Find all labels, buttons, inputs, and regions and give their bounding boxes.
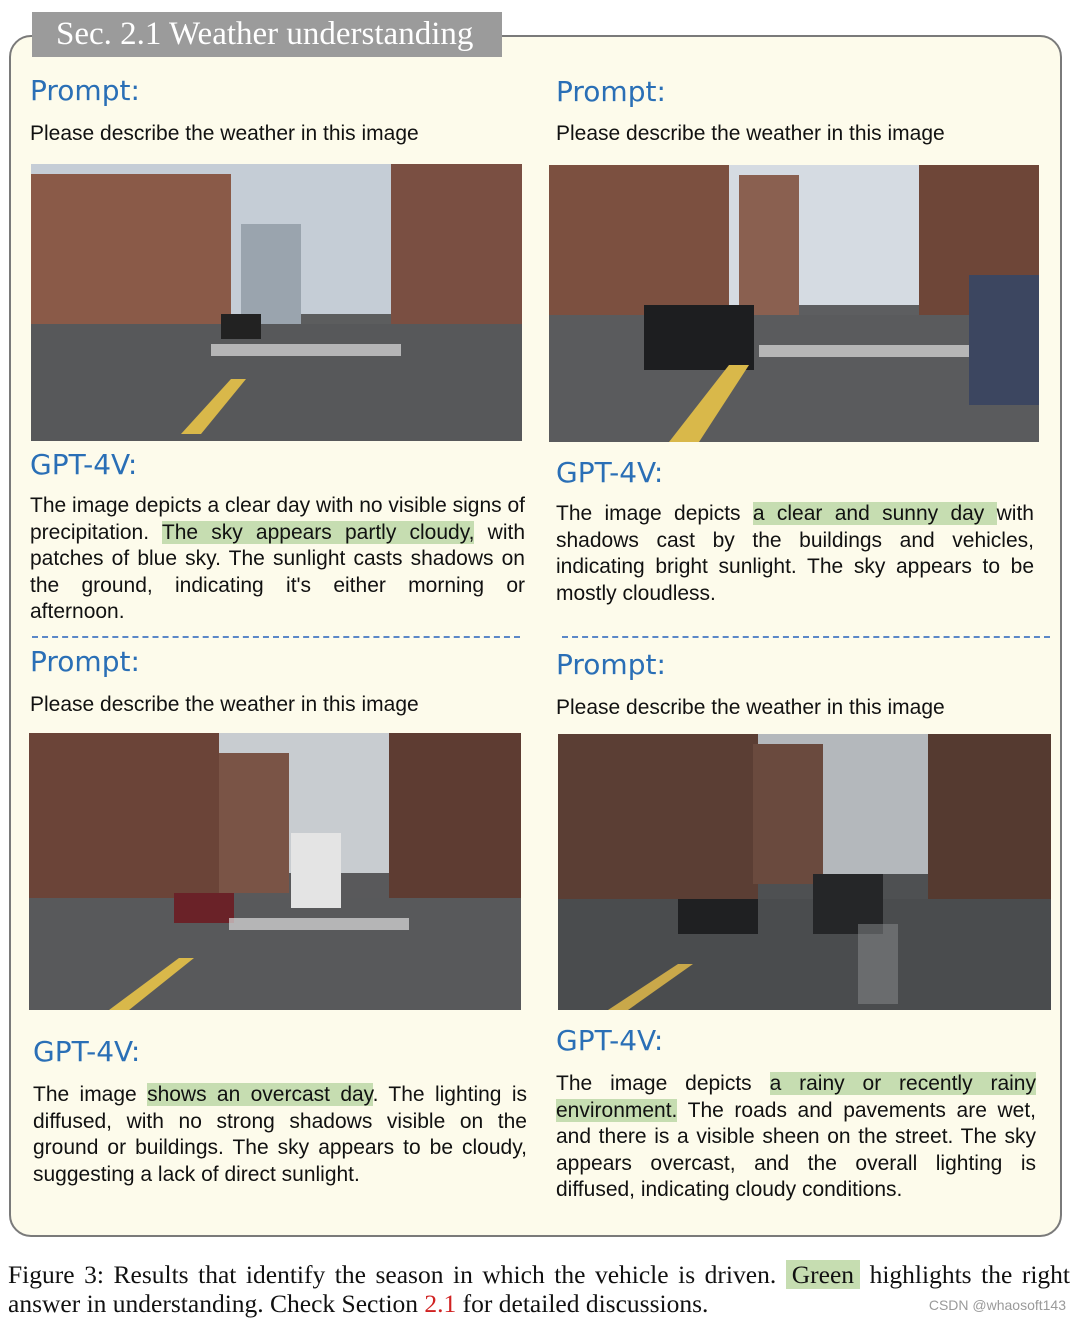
- street-photo-overcast: [29, 733, 521, 1010]
- prompt-text: Please describe the weather in this image: [30, 122, 419, 145]
- caption-text: Figure 3: Results that identify the season in which the vehicle is driven.: [8, 1260, 786, 1289]
- answer-heading: GPT-4V:: [556, 1024, 664, 1057]
- answer-text: [30, 493, 525, 626]
- answer-heading: GPT-4V:: [556, 456, 664, 489]
- street-photo-clear: [31, 164, 522, 441]
- answer-text-before: The image: [33, 1083, 148, 1106]
- prompt-text: Please describe the weather in this image: [30, 693, 419, 716]
- watermark: CSDN @whaosoft143: [928, 1297, 1066, 1313]
- street-photo-sunny: [549, 165, 1039, 442]
- figure-caption: [8, 1260, 1070, 1318]
- answer-text-after: . The lighting is diffused, with no strong shadows visible on the ground or buildings. The sky appears to be cloudy, suggesting a lack of direct sunlight.: [33, 1083, 527, 1186]
- prompt-heading: Prompt:: [556, 648, 666, 681]
- answer-text-after: The roads and pavements are wet, and there is a visible sheen on the street. The sky appears overcast, and the overall lighting is diffused, indicating cloudy conditions.: [556, 1098, 1036, 1201]
- answer-text-before: The image depicts: [556, 502, 753, 525]
- dashed-divider: [32, 636, 520, 638]
- answer-text: [556, 501, 1034, 607]
- prompt-heading: Prompt:: [30, 645, 140, 678]
- answer-highlight: a clear and sunny day: [752, 502, 997, 525]
- caption-text: highlights the right answer in understanding. Check Section: [8, 1260, 1070, 1318]
- answer-text-before: The image depicts: [556, 1072, 770, 1095]
- answer-highlight: The sky appears partly cloudy,: [161, 520, 475, 544]
- street-photo-rainy: [558, 734, 1051, 1010]
- answer-heading: GPT-4V:: [30, 448, 138, 481]
- section-reference-link[interactable]: 2.1: [424, 1289, 457, 1318]
- answer-text-after: with shadows cast by the buildings and vehicles, indicating bright sunlight. The sky appears to be mostly cloudless.: [556, 502, 1034, 605]
- caption-green-label: Green: [786, 1260, 860, 1289]
- answer-highlight: a rainy or recently rainy environment.: [556, 1072, 1036, 1122]
- dashed-divider: [562, 636, 1050, 638]
- caption-text: for detailed discussions.: [456, 1289, 709, 1318]
- answer-heading: GPT-4V:: [33, 1035, 141, 1068]
- answer-text: [33, 1082, 527, 1188]
- answer-highlight: shows an overcast day: [147, 1083, 373, 1106]
- answer-text-before: The image depicts a clear day with no visible signs of precipitation.: [30, 494, 525, 544]
- answer-text: [556, 1071, 1036, 1204]
- prompt-heading: Prompt:: [30, 74, 140, 107]
- prompt-text: Please describe the weather in this image: [556, 696, 945, 719]
- answer-text-after: with patches of blue sky. The sunlight casts shadows on the ground, indicating it's either morning or afternoon.: [30, 520, 526, 623]
- prompt-text: Please describe the weather in this image: [556, 122, 945, 145]
- section-title-tab: Sec. 2.1 Weather understanding: [32, 12, 502, 57]
- prompt-heading: Prompt:: [556, 75, 666, 108]
